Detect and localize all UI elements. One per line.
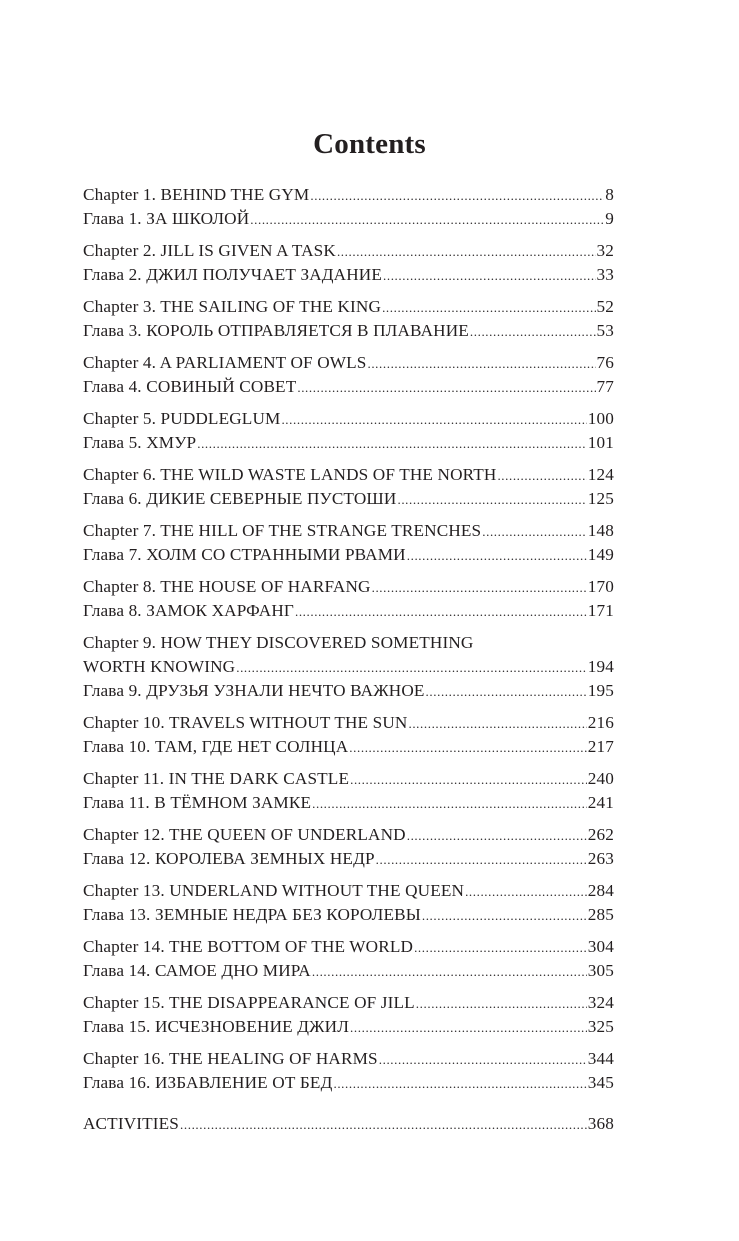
dot-leader	[367, 352, 595, 376]
toc-entry-title: Глава 8. ЗАМОК ХАРФАНГ	[83, 601, 294, 620]
toc-entry-group	[83, 519, 614, 567]
toc-entry-title: Глава 12. КОРОЛЕВА ЗЕМНЫХ НЕДР	[83, 849, 375, 868]
toc-page-number: 263	[587, 849, 614, 868]
toc-line[interactable]	[83, 935, 614, 959]
toc-page-number: 32	[596, 241, 614, 260]
toc-line[interactable]	[83, 903, 614, 927]
toc-line[interactable]	[83, 655, 614, 679]
toc-entry-title: ACTIVITIES	[83, 1114, 180, 1133]
dot-leader	[465, 880, 587, 904]
toc-line[interactable]	[83, 543, 614, 567]
toc-line[interactable]	[83, 847, 614, 871]
dot-leader	[408, 712, 586, 736]
dot-leader	[349, 736, 586, 760]
toc-entry-title: Chapter 14. THE BOTTOM OF THE WORLD	[83, 937, 414, 956]
toc-line[interactable]	[83, 823, 614, 847]
toc-entry-group	[83, 711, 614, 759]
toc-entry-title: Chapter 5. PUDDLEGLUM	[83, 409, 281, 428]
toc-line[interactable]	[83, 407, 614, 431]
toc-line[interactable]	[83, 959, 614, 983]
toc-entry-title: Глава 5. ХМУР	[83, 433, 197, 452]
toc-page-number: 284	[587, 881, 614, 900]
dot-leader	[379, 1048, 587, 1072]
toc-page-number: 149	[587, 545, 614, 564]
toc-line[interactable]	[83, 207, 614, 231]
dot-leader	[416, 992, 587, 1016]
toc-page-number: 195	[587, 681, 614, 700]
toc-line[interactable]	[83, 575, 614, 599]
toc-page-number: 33	[596, 265, 614, 284]
dot-leader	[333, 1072, 586, 1096]
toc-line[interactable]	[83, 487, 614, 511]
toc-page-number: 216	[587, 713, 614, 732]
dot-leader	[383, 264, 596, 288]
dot-leader	[337, 240, 596, 264]
toc-line[interactable]	[83, 791, 614, 815]
toc-entry-group	[83, 575, 614, 623]
dot-leader	[180, 1113, 587, 1137]
toc-entry-title: Chapter 12. THE QUEEN OF UNDERLAND	[83, 825, 406, 844]
toc-page-number: 171	[587, 601, 614, 620]
page-title: Contents	[313, 128, 426, 160]
toc-page-number: 8	[605, 185, 614, 204]
toc-entry-group	[83, 407, 614, 455]
toc-entry-title: Глава 14. САМОЕ ДНО МИРА	[83, 961, 311, 980]
toc-page-number: 285	[587, 905, 614, 924]
toc-page-number: 241	[587, 793, 614, 812]
toc-entry-group	[83, 351, 614, 399]
toc-entry-title: Chapter 16. THE HEALING OF HARMS	[83, 1049, 378, 1068]
toc-line[interactable]	[83, 319, 614, 343]
toc-line[interactable]	[83, 735, 614, 759]
dot-leader	[382, 296, 595, 320]
toc-entry-title: WORTH KNOWING	[83, 657, 236, 676]
toc-line[interactable]	[83, 463, 614, 487]
dot-leader	[482, 520, 587, 544]
toc-line[interactable]	[83, 767, 614, 791]
toc-entry-title: Chapter 1. BEHIND THE GYM	[83, 185, 310, 204]
dot-leader	[426, 680, 587, 704]
dot-leader	[197, 432, 587, 456]
toc-entry-title: Chapter 15. THE DISAPPEARANCE OF JILL	[83, 993, 415, 1012]
toc-line[interactable]	[83, 991, 614, 1015]
toc-line[interactable]	[83, 1015, 614, 1039]
toc-entry-title: Глава 16. ИЗБАВЛЕНИЕ ОТ БЕД	[83, 1073, 333, 1092]
toc-entry-title: Глава 1. ЗА ШКОЛОЙ	[83, 209, 250, 228]
dot-leader	[281, 408, 586, 432]
toc-entry-title: Chapter 13. UNDERLAND WITHOUT THE QUEEN	[83, 881, 465, 900]
toc-entry-group	[83, 183, 614, 231]
toc-page-number: 124	[587, 465, 614, 484]
toc-entry-group	[83, 463, 614, 511]
toc-entry-title: Chapter 3. THE SAILING OF THE KING	[83, 297, 382, 316]
toc-entry-group	[83, 991, 614, 1039]
toc-page-number: 368	[587, 1114, 614, 1133]
toc-entry-group	[83, 1047, 614, 1095]
toc-line[interactable]	[83, 679, 614, 703]
dot-leader	[372, 576, 587, 600]
toc-line[interactable]	[83, 631, 614, 655]
toc-page-number: 194	[587, 657, 614, 676]
toc-page-number: 9	[605, 209, 614, 228]
dot-leader	[297, 376, 595, 400]
toc-line[interactable]	[83, 711, 614, 735]
toc-entry-group	[83, 295, 614, 343]
dot-leader	[312, 960, 587, 984]
toc-entry-title: Глава 15. ИСЧЕЗНОВЕНИЕ ДЖИЛ	[83, 1017, 350, 1036]
toc-line[interactable]	[83, 375, 614, 399]
toc-page-number: 170	[587, 577, 614, 596]
toc-page-number: 53	[596, 321, 614, 340]
toc-entry-title: Глава 9. ДРУЗЬЯ УЗНАЛИ НЕЧТО ВАЖНОЕ	[83, 681, 425, 700]
toc-page-number: 100	[587, 409, 614, 428]
toc-entry-group	[83, 767, 614, 815]
toc-entry-title: Chapter 2. JILL IS GIVEN A TASK	[83, 241, 336, 260]
toc-line[interactable]	[83, 1047, 614, 1071]
dot-leader	[407, 544, 587, 568]
toc-page-number: 262	[587, 825, 614, 844]
toc-page-number: 148	[587, 521, 614, 540]
toc-entry-group	[83, 1112, 614, 1136]
toc-entry-title: Chapter 4. A PARLIAMENT OF OWLS	[83, 353, 367, 372]
toc-page-number: 76	[596, 353, 614, 372]
toc-line[interactable]	[83, 599, 614, 623]
toc-line[interactable]	[83, 183, 614, 207]
toc-line[interactable]	[83, 295, 614, 319]
toc-entry-group	[83, 239, 614, 287]
toc-page-number: 125	[587, 489, 614, 508]
dot-leader	[295, 600, 587, 624]
toc-entry-title: Глава 10. ТАМ, ГДЕ НЕТ СОЛНЦА	[83, 737, 349, 756]
toc-page-number: 240	[587, 769, 614, 788]
dot-leader	[236, 656, 587, 680]
toc-page-number: 304	[587, 937, 614, 956]
toc-line[interactable]	[83, 1071, 614, 1095]
toc-page-number: 217	[587, 737, 614, 756]
toc-page-number: 305	[587, 961, 614, 980]
toc-line[interactable]	[83, 351, 614, 375]
toc-entry-group	[83, 935, 614, 983]
toc-page-number: 344	[587, 1049, 614, 1068]
toc-line[interactable]	[83, 879, 614, 903]
dot-leader	[470, 320, 596, 344]
toc-line[interactable]	[83, 431, 614, 455]
toc-entry-title: Глава 13. ЗЕМНЫЕ НЕДРА БЕЗ КОРОЛЕВЫ	[83, 905, 421, 924]
dot-leader	[310, 184, 604, 208]
toc-line[interactable]	[83, 239, 614, 263]
toc-line[interactable]	[83, 519, 614, 543]
toc-page-number: 77	[596, 377, 614, 396]
dot-leader	[250, 208, 604, 232]
toc-line[interactable]	[83, 1112, 614, 1136]
toc-page-number: 52	[596, 297, 614, 316]
dot-leader	[350, 1016, 587, 1040]
toc-entry-group	[83, 879, 614, 927]
toc-entry-title: Глава 6. ДИКИЕ СЕВЕРНЫЕ ПУСТОШИ	[83, 489, 397, 508]
toc-entry-title: Chapter 7. THE HILL OF THE STRANGE TRENCHES	[83, 521, 482, 540]
dot-leader	[376, 848, 587, 872]
toc-entry-title: Chapter 6. THE WILD WASTE LANDS OF THE NORTH	[83, 465, 497, 484]
toc-entry-group	[83, 823, 614, 871]
toc-entry-title: Глава 2. ДЖИЛ ПОЛУЧАЕТ ЗАДАНИЕ	[83, 265, 382, 284]
toc-page-number: 324	[587, 993, 614, 1012]
toc-line[interactable]	[83, 263, 614, 287]
toc-entry-title: Chapter 10. TRAVELS WITHOUT THE SUN	[83, 713, 408, 732]
dot-leader	[414, 936, 587, 960]
toc-entry-title: Глава 11. В ТЁМНОМ ЗАМКЕ	[83, 793, 312, 812]
toc-entry-title: Глава 4. СОВИНЫЙ СОВЕТ	[83, 377, 297, 396]
dot-leader	[422, 904, 587, 928]
toc-entry-title: Chapter 11. IN THE DARK CASTLE	[83, 769, 350, 788]
toc-entry-group	[83, 631, 614, 703]
toc-page-number: 101	[587, 433, 614, 452]
toc-entry-title: Глава 7. ХОЛМ СО СТРАННЫМИ РВАМИ	[83, 545, 406, 564]
dot-leader	[312, 792, 587, 816]
dot-leader	[350, 768, 587, 792]
dot-leader	[407, 824, 587, 848]
toc-entry-title: Chapter 9. HOW THEY DISCOVERED SOMETHING	[83, 633, 474, 652]
dot-leader	[497, 464, 586, 488]
dot-leader	[397, 488, 586, 512]
toc-page-number: 345	[587, 1073, 614, 1092]
table-of-contents	[83, 183, 614, 1144]
toc-entry-title: Глава 3. КОРОЛЬ ОТПРАВЛЯЕТСЯ В ПЛАВАНИЕ	[83, 321, 469, 340]
toc-page-number: 325	[587, 1017, 614, 1036]
toc-entry-title: Chapter 8. THE HOUSE OF HARFANG	[83, 577, 371, 596]
